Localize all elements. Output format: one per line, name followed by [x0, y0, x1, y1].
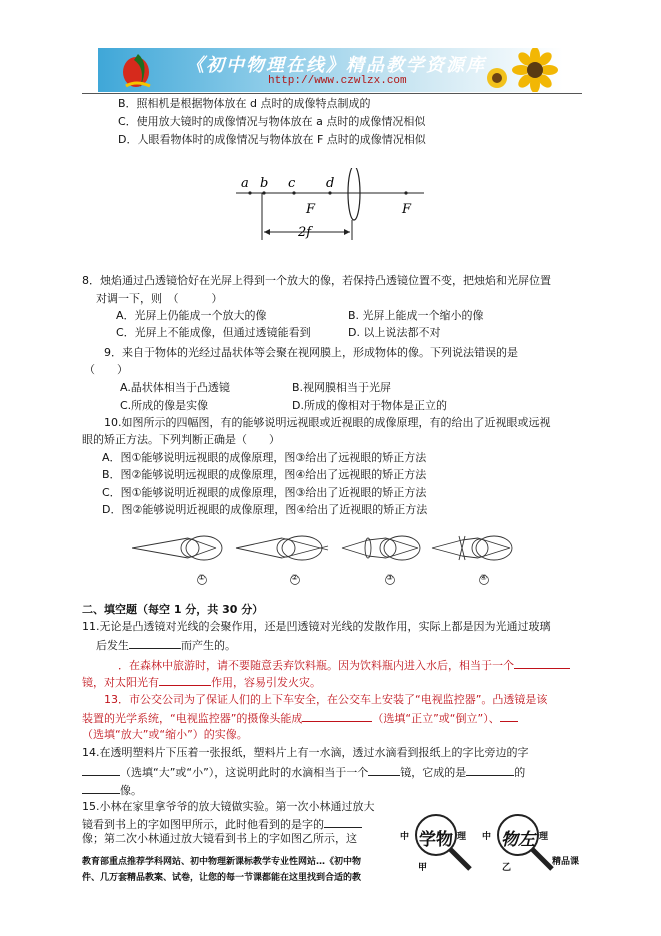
q12-blank-2[interactable]: [159, 673, 211, 686]
fig-label-b: b: [260, 176, 269, 191]
q13-text-c: （选填“放大”或“缩小”）的实像。: [82, 728, 248, 741]
eye-diagrams-figure: [132, 528, 532, 588]
q14-line2: [82, 763, 525, 780]
q14-text-b: 镜，它成的是: [400, 766, 467, 779]
q14-blank-2[interactable]: [368, 763, 400, 776]
jia-small-left: 中: [400, 832, 410, 842]
eye-figure-label-2: ②: [291, 573, 299, 582]
lens-axis-figure: [230, 168, 430, 258]
q7-option-c: C．使用放大镜时的成像情况与物体放在 a 点时的成像情况相似: [118, 115, 426, 128]
q13-line3: [82, 727, 248, 742]
q14-blank-4[interactable]: [82, 781, 120, 794]
q9-option-a: A.晶状体相当于凸透镜: [120, 381, 230, 394]
eye-diagram-3: [342, 536, 420, 560]
fig-label-f-right: F: [402, 202, 412, 217]
q11-text-a: 后发生: [96, 639, 129, 652]
q13-text-b: （选填“正立”或“倒立”）、: [372, 712, 500, 725]
q7-option-d: D．人眼看物体时的成像情况与物体放在 F 点时的成像情况相似: [118, 133, 426, 146]
section-title-fill-in: 二、填空题（每空 1 分，共 30 分）: [82, 603, 264, 616]
fig-label-2f: 2f: [298, 225, 312, 240]
q12-line2: [82, 673, 321, 690]
sunflower-icon: [483, 48, 563, 92]
q10-stem-line2: 眼的矫正方法。下列判断正确是（ ）: [82, 433, 280, 446]
q8-option-b: B. 光屏上能成一个缩小的像: [348, 309, 484, 322]
q10-option-b: B．图②能够说明远视眼的成像原理，图④给出了远视眼的矫正方法: [102, 468, 427, 481]
q12-line1: [118, 656, 570, 673]
q15-text-a: 镜看到书上的字如图甲所示，此时他看到的是字的: [82, 818, 324, 831]
q10-stem-line1: 10.如图所示的四幅图，有的能够说明远视眼或近视眼的成像原理，有的给出了近视眼或远视: [104, 416, 551, 429]
eye-diagram-1: [132, 536, 222, 560]
q10-option-a: A．图①能够说明远视眼的成像原理，图③给出了远视眼的矫正方法: [102, 451, 427, 464]
eye-figure-label-3: ③: [386, 573, 394, 582]
q12-text-b: 镜，对太阳光有: [82, 676, 159, 689]
q12-text-a: ．在森林中旅游时，请不要随意丢弃饮料瓶。因为饮料瓶内进入水后，相当于一个: [118, 659, 514, 672]
footer-line1: 教育部重点推荐学科网站、初中物理新课标教学专业性网站…《初中物: [82, 857, 362, 867]
jia-big-text: 学物: [419, 830, 453, 850]
q11-line2: [96, 636, 236, 653]
q14-text-d: 像。: [120, 784, 142, 797]
eye-figure-label-1: ①: [198, 573, 206, 582]
fig-label-a: a: [241, 176, 249, 191]
eye-diagram-2: [236, 536, 328, 560]
q9-option-c: C.所成的像是实像: [120, 399, 209, 412]
fig-label-c: c: [288, 176, 296, 191]
header-banner: [98, 48, 563, 92]
yi-small-left: 中: [482, 832, 492, 842]
yi-small-right: 理: [539, 832, 549, 842]
q15-line3: 像；第二次小林通过放大镜看到书上的字如图乙所示，这: [82, 832, 357, 845]
q14-line1: 14.在透明塑料片下压着一张报纸，塑料片上有一水滴，透过水滴看到报纸上的字比旁边的字: [82, 746, 529, 759]
q15-blank-1[interactable]: [324, 815, 362, 828]
q13-text-a: 装置的光学系统，“电视监控器”的摄像头能成: [82, 712, 303, 725]
q8-stem-line1: 8．烛焰通过凸透镜恰好在光屏上得到一个放大的像，若保持凸透镜位置不变，把烛焰和光屏位置: [82, 274, 551, 287]
header-title: 《初中物理在线》精品教学资源库: [186, 55, 486, 76]
q9-stem: 9．来自于物体的光经过晶状体等会聚在视网膜上，形成物体的像。下列说法错误的是: [104, 346, 518, 359]
fig-label-f-left: F: [306, 202, 316, 217]
q15-line2: [82, 815, 362, 832]
q11-blank[interactable]: [129, 636, 181, 649]
eye-diagram-4: [432, 536, 512, 560]
yi-caption: 乙: [502, 863, 512, 873]
q13-line1: 13．市公交公司为了保证人们的上下车安全，在公交车上安装了“电视监控器”。凸透镜是该: [104, 693, 548, 706]
jia-caption: 甲: [418, 863, 428, 873]
q10-option-d: D．图②能够说明近视眼的成像原理，图④给出了近视眼的矫正方法: [102, 503, 428, 516]
q8-stem-line2: 对调一下，则 （ ）: [96, 292, 223, 305]
q14-blank-1[interactable]: [82, 763, 120, 776]
q14-text-a: （选填“大”或“小”），这说明此时的水滴相当于一个: [120, 766, 369, 779]
q14-line3: [82, 781, 142, 798]
q8-option-d: D. 以上说法都不对: [348, 326, 441, 339]
q10-option-c: C．图①能够说明近视眼的成像原理，图③给出了近视眼的矫正方法: [102, 486, 427, 499]
q12-blank-1[interactable]: [514, 656, 570, 669]
logo-icon: [116, 50, 160, 90]
footer-line2: 件、几万套精品教案、试卷，让您的每一节课都能在这里找到合适的教: [82, 873, 362, 883]
q8-option-a: A．光屏上仍能成一个放大的像: [116, 309, 267, 322]
q14-text-c: 的: [514, 766, 526, 779]
q9-option-d: D.所成的像相对于物体是正立的: [292, 399, 447, 412]
q13-line2: [82, 709, 518, 726]
q13-blank-2[interactable]: [500, 709, 518, 722]
q9-option-b: B.视网膜相当于光屏: [292, 381, 392, 394]
q14-blank-3[interactable]: [466, 763, 514, 776]
yi-big-text: 物左: [501, 830, 535, 850]
q9-paren: （ ）: [84, 363, 128, 376]
q7-option-b: B．照相机是根据物体放在 d 点时的成像特点制成的: [118, 97, 371, 110]
eye-figure-label-4: ④: [480, 573, 488, 582]
q11-text-b: 而产生的。: [181, 639, 236, 652]
footer-line1-tail: 精品课: [552, 857, 580, 867]
q11-line1: 11.无论是凸透镜对光线的会聚作用，还是凹透镜对光线的发散作用，实际上都是因为光通过玻璃: [82, 620, 551, 633]
header-url[interactable]: http://www.czwlzx.com: [268, 75, 407, 87]
header-rule: [82, 93, 582, 94]
q8-option-c: C．光屏上不能成像，但通过透镜能看到: [116, 326, 311, 339]
magnifier-figure-jia: [398, 813, 488, 873]
fig-label-d: d: [326, 176, 335, 191]
jia-small-right: 理: [457, 832, 467, 842]
q13-blank-1[interactable]: [302, 709, 372, 722]
q12-text-c: 作用，容易引发火灾。: [211, 676, 321, 689]
q15-line1: 15.小林在家里拿爷爷的放大镜做实验。第一次小林通过放大: [82, 800, 375, 813]
